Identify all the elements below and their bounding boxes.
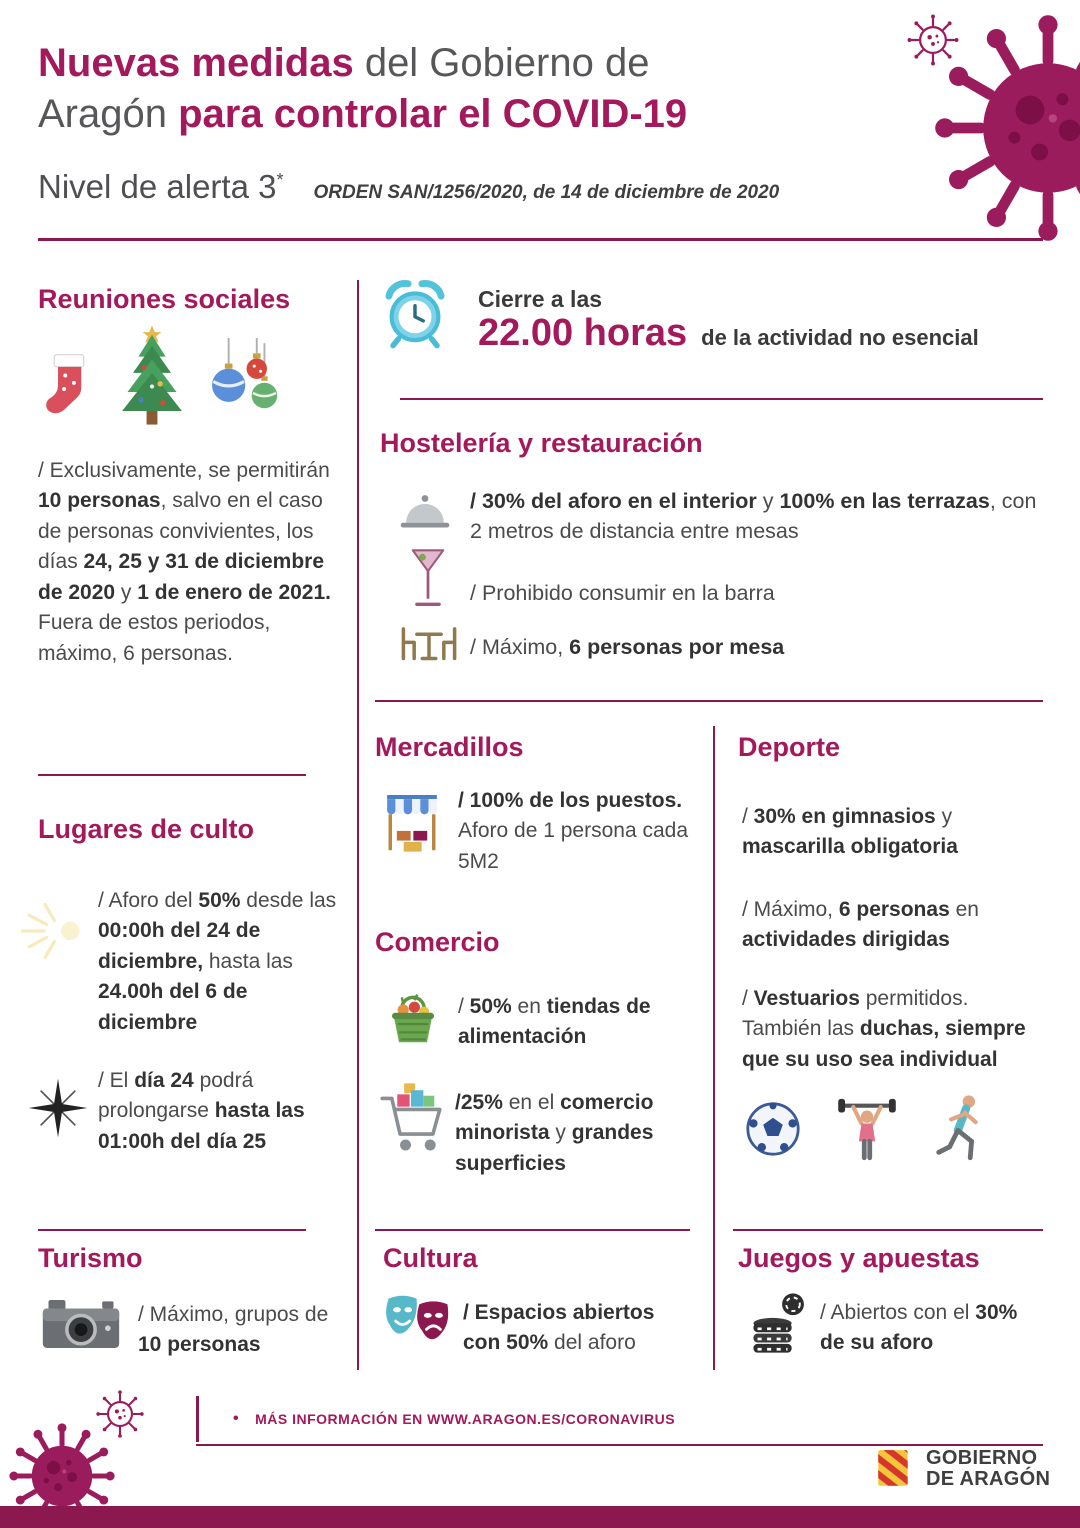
sports-icons xyxy=(745,1092,991,1166)
divider xyxy=(375,1229,690,1231)
closure-label: Cierre a las xyxy=(478,286,603,312)
section-cultura-heading: Cultura xyxy=(383,1243,478,1273)
food-basket-icon xyxy=(385,986,441,1048)
footer-divider xyxy=(196,1444,1043,1446)
baubles-icon xyxy=(208,338,280,430)
divider xyxy=(38,1229,306,1231)
alert-level: Nivel de alerta 3* xyxy=(38,168,284,205)
christmas-tree-icon xyxy=(110,324,194,430)
hosteleria-barra-text: / Prohibido consumir en la barra xyxy=(470,581,775,605)
christmas-decorations xyxy=(42,324,280,430)
virus-icon xyxy=(928,8,1080,248)
section-turismo-heading: Turismo xyxy=(38,1243,143,1273)
column-divider xyxy=(357,280,359,1370)
section-comercio-heading: Comercio xyxy=(375,927,500,957)
deporte-gimnasios-text: / 30% en gimnasios y mascarilla obligatoria xyxy=(742,805,958,859)
cocktail-icon xyxy=(410,546,446,610)
hosteleria-mesa-text: / Máximo, 6 personas por mesa xyxy=(470,635,785,659)
more-info xyxy=(196,1396,1043,1442)
weightlifting-icon xyxy=(835,1092,899,1166)
market-stall-icon xyxy=(383,792,441,856)
reuniones-text: / Exclusivamente, se permitirán 10 personas, salvo en el caso de personas convivientes, los días 24, 25 y 31 de diciembre de 2020 y 1 de enero de 2021. Fuera de estos periodos, máximo, 6 personas. xyxy=(38,459,332,665)
section-lugares-heading: Lugares de culto xyxy=(38,814,255,844)
comercio-alimentacion-text: / 50% en tiendas de alimentación xyxy=(458,995,651,1049)
running-icon xyxy=(933,1092,991,1166)
serving-dish-icon xyxy=(398,490,452,534)
comercio-minorista-text: /25% en el comercio minorista y grandes superficies xyxy=(455,1091,654,1175)
logo-text: GOBIERNO DE ARAGÓN xyxy=(926,1447,1051,1490)
theater-masks-icon xyxy=(383,1292,453,1350)
bottom-bar xyxy=(0,1506,1080,1528)
alarm-clock-icon xyxy=(382,278,448,350)
section-deporte-heading: Deporte xyxy=(738,732,841,762)
turismo-text: / Máximo, grupos de 10 personas xyxy=(138,1303,329,1357)
camera-icon xyxy=(40,1294,122,1354)
divider xyxy=(375,700,1043,702)
gobierno-aragon-logo xyxy=(872,1448,1050,1490)
divider xyxy=(400,398,1043,400)
info-url: MÁS INFORMACIÓN EN WWW.ARAGON.ES/CORONAVIRUS xyxy=(255,1411,676,1427)
hosteleria-aforo-text: / 30% del aforo en el interior y 100% en las terrazas, con 2 metros de distancia entre mesas xyxy=(470,489,1037,544)
column-divider xyxy=(713,726,715,1370)
closure-time: 22.00 horas xyxy=(478,312,688,354)
table-chairs-icon xyxy=(398,618,460,664)
deporte-vestuarios-text: / Vestuarios permitidos. También las duchas, siempre que su uso sea individual xyxy=(742,987,1026,1071)
soccer-ball-icon xyxy=(745,1101,801,1157)
bullet: • xyxy=(233,1410,240,1427)
cultura-text: / Espacios abiertos con 50% del aforo xyxy=(463,1301,655,1355)
order-reference: ORDEN SAN/1256/2020, de 14 de diciembre de 2020 xyxy=(313,182,780,203)
lugares-dia24-text: / El día 24 podrá prolongarse hasta las 01:00h del día 25 xyxy=(98,1069,305,1153)
section-reuniones-heading: Reuniones sociales xyxy=(38,284,291,314)
aragon-flag-icon xyxy=(872,1448,916,1490)
mercadillos-text: / 100% de los puestos. Aforo de 1 persona cada 5M2 xyxy=(458,789,688,873)
poker-chips-icon xyxy=(748,1290,808,1354)
section-juegos-heading: Juegos y apuestas xyxy=(738,1243,980,1273)
section-mercadillos-heading: Mercadillos xyxy=(375,732,524,762)
deporte-actividades-text: / Máximo, 6 personas en actividades dirigidas xyxy=(742,898,979,952)
header-divider xyxy=(38,238,1043,241)
divider xyxy=(733,1229,1043,1231)
divider xyxy=(38,774,306,776)
shopping-cart-icon xyxy=(378,1082,444,1156)
star-icon xyxy=(26,1076,90,1140)
sun-icon xyxy=(16,898,98,964)
lugares-aforo-text: / Aforo del 50% desde las 00:00h del 24 de diciembre, hasta las 24.00h del 6 de diciembre xyxy=(98,889,337,1034)
stocking-icon xyxy=(42,348,96,430)
page-title: Nuevas medidas del Gobierno de Aragón para controlar el COVID-19 xyxy=(38,41,688,137)
closure-suffix: de la actividad no esencial xyxy=(701,325,979,350)
section-hosteleria-heading: Hostelería y restauración xyxy=(380,428,703,458)
juegos-text: / Abiertos con el 30% de su aforo xyxy=(820,1301,1018,1355)
